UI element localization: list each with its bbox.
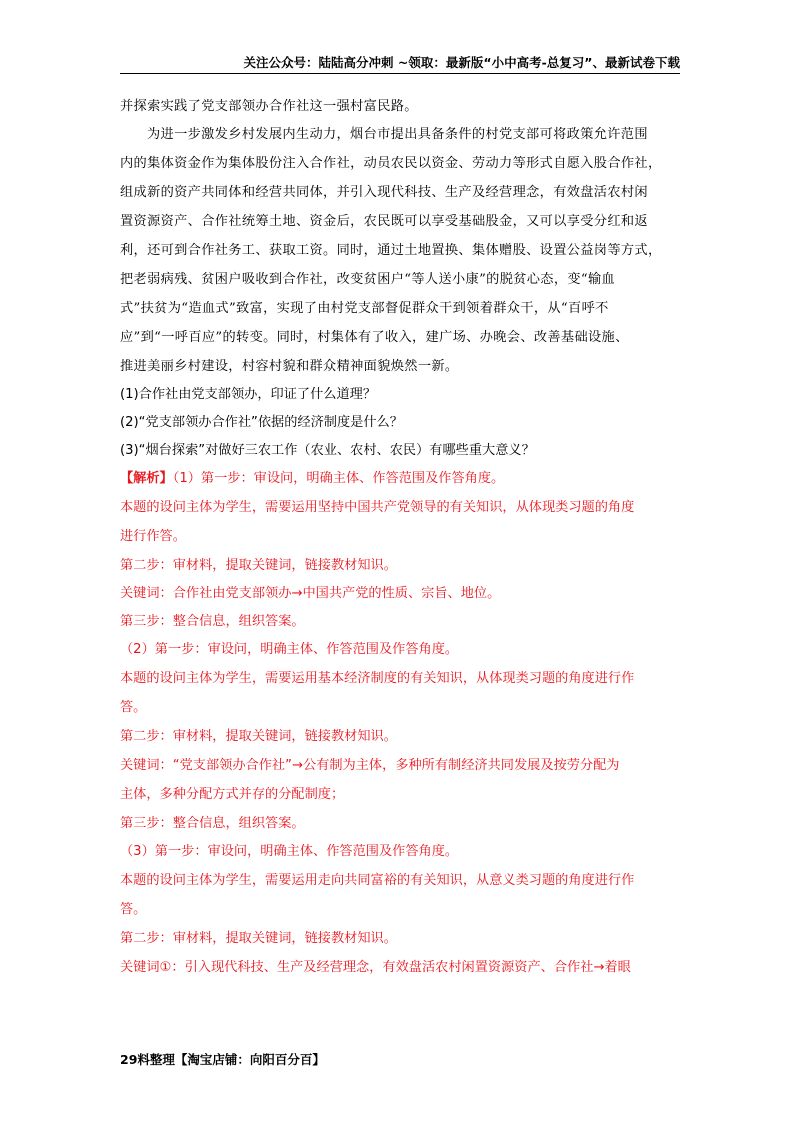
analysis-line: 主体，多种分配方式并存的分配制度； bbox=[120, 787, 345, 802]
analysis-line: 第三步：整合信息，组织答案。 bbox=[120, 816, 305, 831]
question-3: (3)“烟台探索”对做好三农工作（农业、农村、农民）有哪些重大意义？ bbox=[120, 443, 535, 458]
analysis-first-step: （1）第一步：审设问，明确主体、作答范围及作答角度。 bbox=[172, 471, 505, 486]
passage-line: 利，还可到合作社务工、获取工资。同时，通过土地置换、集体赠股、设置公益岗等方式， bbox=[120, 243, 662, 258]
passage-line: 式”扶贫为“造血式”致富，实现了由村党支部督促群众干到领着群众干，从“百呼不 bbox=[120, 301, 609, 316]
analysis-line: 关键词：“党支部领办合作社”→公有制为主体，多种所有制经济共同发展及按劳分配为 bbox=[120, 758, 620, 773]
page-header: 关注公众号：陆陆高分冲刺 ~领取：最新版“小中高考-总复习”、最新试卷下载 bbox=[243, 55, 680, 70]
passage-line: 推进美丽乡村建设，村容村貌和群众精神面貌焕然一新。 bbox=[120, 359, 459, 374]
analysis-line: 第三步：整合信息，组织答案。 bbox=[120, 614, 305, 629]
analysis-line: 本题的设问主体为学生，需要运用基本经济制度的有关知识，从体现类习题的角度进行作 bbox=[120, 671, 635, 686]
question-1: (1)合作社由党支部领办，印证了什么道理？ bbox=[120, 387, 377, 402]
analysis-line: （3）第一步：审设问，明确主体、作答范围及作答角度。 bbox=[120, 844, 459, 859]
analysis-line: 答。 bbox=[120, 902, 147, 917]
passage-line: 把老弱病残、贫困户吸收到合作社，改变贫困户“等人送小康”的脱贫心态，变“输血 bbox=[120, 272, 616, 287]
analysis-line: 第二步：审材料，提取关键词，链接教材知识。 bbox=[120, 931, 397, 946]
analysis-heading bbox=[120, 470, 504, 488]
analysis-line: 第二步：审材料，提取关键词，链接教材知识。 bbox=[120, 729, 397, 744]
passage-line: 内的集体资金作为集体股份注入合作社，动员农民以资金、劳动力等形式自愿入股合作社， bbox=[120, 156, 662, 171]
analysis-line: 本题的设问主体为学生，需要运用走向共同富裕的有关知识，从意义类习题的角度进行作 bbox=[120, 873, 635, 888]
analysis-tag: 【解析】 bbox=[120, 471, 173, 486]
analysis-line: 进行作答。 bbox=[120, 529, 186, 544]
passage-line: 并探索实践了党支部领办合作社这一强村富民路。 bbox=[120, 99, 418, 114]
analysis-line: 本题的设问主体为学生，需要运用坚持中国共产党领导的有关知识，从体现类习题的角度 bbox=[120, 500, 635, 515]
analysis-line: （2）第一步：审设问，明确主体、作答范围及作答角度。 bbox=[120, 642, 459, 657]
question-2: (2)“党支部领办合作社”依据的经济制度是什么？ bbox=[120, 415, 403, 430]
passage-line: 为进一步激发乡村发展内生动力，烟台市提出具备条件的村党支部可将政策允许范围 bbox=[147, 127, 648, 142]
passage-line: 置资源资产、合作社统筹土地、资金后，农民既可以享受基础股金，又可以享受分红和返 bbox=[120, 214, 648, 229]
analysis-line: 第二步：审材料，提取关键词，链接教材知识。 bbox=[120, 558, 397, 573]
passage-line: 应”到“一呼百应”的转变。同时，村集体有了收入，建广场、办晚会、改善基础设施、 bbox=[120, 330, 629, 345]
page-footer: 29料整理【淘宝店铺：向阳百分百】 bbox=[120, 1052, 325, 1067]
passage-line: 组成新的资产共同体和经营共同体，并引入现代科技、生产及经营理念，有效盘活农村闲 bbox=[120, 185, 648, 200]
analysis-line: 答。 bbox=[120, 700, 147, 715]
header-rule bbox=[120, 73, 680, 74]
analysis-line: 关键词①：引入现代科技、生产及经营理念，有效盘活农村闲置资源资产、合作社→着眼 bbox=[120, 960, 631, 975]
analysis-line: 关键词：合作社由党支部领办→中国共产党的性质、宗旨、地位。 bbox=[120, 586, 501, 601]
